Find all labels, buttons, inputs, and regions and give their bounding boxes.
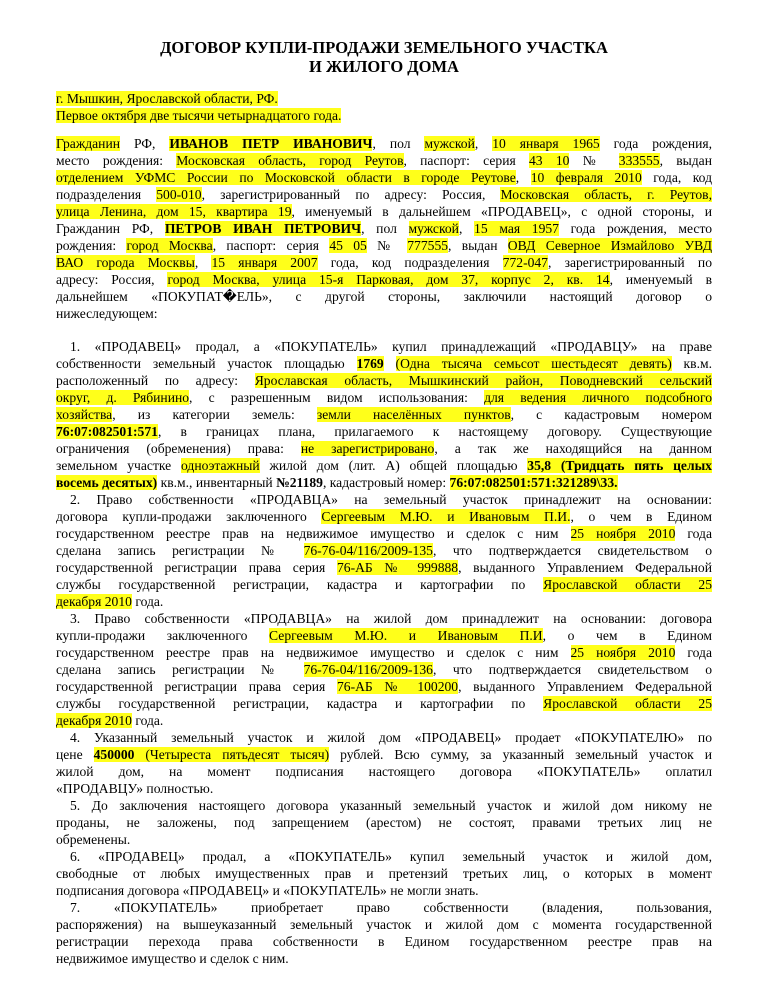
highlighted-field: 76:07:082501:571 [56, 424, 158, 439]
text-segment: государственном реестре прав на недвижимое имущество и сделок с ним [56, 645, 571, 660]
highlighted-field: Сергеевым М.Ю. и Ивановым П.И [269, 628, 543, 643]
text-segment: государственной регистрации права серия [56, 560, 337, 575]
contract-text-line [56, 169, 712, 186]
contract-text-line [56, 950, 712, 967]
text-segment: нижеследующем: [56, 306, 158, 321]
highlighted-field: хозяйства [56, 407, 113, 422]
text-segment: кв.м. [671, 356, 712, 371]
text-segment: , с кадастровым номером [510, 407, 712, 422]
highlighted-field: ОВД Северное Измайлово УВД [507, 238, 712, 253]
text-segment: службы государственной регистрации, кадастра и картографии по [56, 696, 544, 711]
text-segment: года [675, 526, 712, 541]
highlighted-field: восемь десятых) [56, 475, 158, 490]
contract-text-line [56, 831, 712, 848]
text-segment: года [675, 645, 712, 660]
contract-text-line [56, 186, 712, 203]
text-segment: адресу: Россия, [56, 272, 168, 287]
contract-text-line [56, 305, 712, 322]
text-segment: земельном участке [56, 458, 182, 473]
contract-text-line [56, 135, 712, 152]
text-segment: года рождения, место [558, 221, 712, 236]
contract-text-line [56, 457, 712, 474]
contract-place: г. Мышкин, Ярославской области, РФ. [56, 91, 278, 106]
contract-text-line [56, 254, 712, 271]
text-segment: кв.м., инвентарный [157, 475, 277, 490]
contract-text-line [56, 271, 712, 288]
contract-text-line [70, 610, 712, 627]
text-segment: 2. Право собственности «ПРОДАВЦА» на земельный участок принадлежит на основании: [70, 492, 712, 507]
highlighted-field: ВАО города Москвы [56, 255, 195, 270]
contract-text-line [56, 780, 712, 797]
contract-text-line [70, 848, 712, 865]
text-segment: , пол [372, 136, 425, 151]
highlighted-field: 15 мая 1957 [474, 221, 559, 236]
highlighted-field: 1769 [356, 356, 384, 371]
text-segment: , пол [361, 221, 409, 236]
text-segment: , паспорт: серия [212, 238, 330, 253]
text-segment: сделана запись регистрации № [56, 662, 304, 677]
contract-text-line [56, 576, 712, 593]
text-segment: РФ, [120, 136, 170, 151]
text-segment: цене [56, 747, 94, 762]
highlighted-field: 25 ноября 2010 [570, 645, 676, 660]
text-segment: обременены. [56, 832, 131, 847]
contract-text-line [56, 474, 712, 491]
highlighted-field: 25 ноября 2010 [570, 526, 676, 541]
text-segment: 7. «ПОКУПАТЕЛЬ» приобретает право собственности (владения, пользования, [70, 900, 712, 915]
contract-text-line [56, 525, 712, 542]
text-segment: рублей. Всю сумму, за указанный земельный участок и [329, 747, 712, 762]
text-segment: , зарегистрированный по [547, 255, 712, 270]
highlighted-field: Сергеевым М.Ю. и Ивановым П.И. [321, 509, 571, 524]
text-segment: года. [131, 713, 164, 728]
contract-text-line [56, 814, 712, 831]
text-segment: государственном реестре прав на недвижимое имущество и сделок с ним [56, 526, 571, 541]
text-segment: , именуемый в [609, 272, 712, 287]
text-segment: собственности земельный участок площадью [56, 356, 357, 371]
text-segment: место рождения: [56, 153, 177, 168]
text-segment: , выданного Управлением Федеральной [458, 560, 712, 575]
text-segment: , а так же находящийся на данном [434, 441, 712, 456]
text-segment: , паспорт: серия [403, 153, 529, 168]
document-title-line-1: ДОГОВОР КУПЛИ-ПРОДАЖИ ЗЕМЕЛЬНОГО УЧАСТКА [160, 38, 608, 57]
contract-text-line [56, 559, 712, 576]
highlighted-field: 777555 [407, 238, 449, 253]
highlighted-field: не зарегистрировано [300, 441, 435, 456]
highlighted-field: город Москва [126, 238, 213, 253]
highlighted-field: (Одна тысяча семьсот шестьдесят девять) [395, 356, 672, 371]
contract-text-line [56, 440, 712, 457]
contract-text-line [56, 661, 712, 678]
contract-text-line [56, 355, 712, 372]
contract-text-line [56, 542, 712, 559]
highlighted-field: 76-76-04/116/2009-135 [303, 543, 433, 558]
highlighted-field: 333555 [618, 153, 660, 168]
contract-text-line [70, 797, 712, 814]
highlighted-field: 450000 [93, 747, 135, 762]
contract-text-line [56, 423, 712, 440]
text-segment: , [515, 170, 531, 185]
contract-text-line [56, 882, 712, 899]
text-segment: , [194, 255, 212, 270]
highlighted-field: улица Ленина, дом 15, квартира 19 [56, 204, 292, 219]
highlighted-field: ИВАНОВ ПЕТР ИВАНОВИЧ [169, 136, 373, 151]
text-segment: купли-продажи заключенного [56, 628, 270, 643]
contract-text-line [70, 491, 712, 508]
text-segment: , кадастровый номер: [322, 475, 450, 490]
highlighted-field: (Четыреста пятьдесят тысяч) [145, 747, 330, 762]
text-segment: , с разрешенным видом использования: [189, 390, 485, 405]
text-segment: 5. До заключения настоящего договора указанный земельный участок и жилой дом никому не [70, 798, 712, 813]
text-segment: , из категории земель: [112, 407, 317, 422]
text-segment: 4. Указанный земельный участок и жилой дом «ПРОДАВЕЦ» продает «ПОКУПАТЕЛЮ» по [70, 730, 712, 745]
text-segment [384, 356, 396, 371]
text-segment: службы государственной регистрации, кадастра и картографии по [56, 577, 544, 592]
text-segment: , выдан [448, 238, 508, 253]
text-segment: «ПРОДАВЦУ» полностью. [56, 781, 214, 796]
text-segment: года, код [641, 170, 712, 185]
text-segment: регистрации перехода права собственности в Едином государственном реестре прав на [56, 934, 712, 949]
highlighted-field: 45 05 [329, 238, 367, 253]
highlighted-field: 500-010 [156, 187, 202, 202]
text-segment: РФ, [120, 221, 165, 236]
text-segment: договора купли-продажи заключенного [56, 509, 322, 524]
contract-text-line [56, 220, 712, 237]
contract-text-line [56, 746, 712, 763]
text-segment: рождения: [56, 238, 127, 253]
highlighted-field: 43 10 [528, 153, 570, 168]
text-segment: расположенный по адресу: [56, 373, 255, 388]
text-segment: распоряжения) на вышеуказанный земельный участок и жилой дом с момента государственной [56, 917, 712, 932]
text-segment: , о чем в Едином [542, 628, 712, 643]
contract-text-line [70, 338, 712, 355]
highlighted-field: декабря 2010 [56, 713, 132, 728]
contract-text-line [56, 288, 712, 305]
text-segment: , зарегистрированный по адресу: Россия, [201, 187, 501, 202]
text-segment: , что подтверждается свидетельством о [432, 662, 712, 677]
text-segment: 3. Право собственности «ПРОДАВЦА» на жилой дом принадлежит на основании: договора [70, 611, 712, 626]
highlighted-field: земли населённых пунктов [316, 407, 511, 422]
highlighted-field [134, 747, 145, 762]
highlighted-field: Ярославской области 25 [543, 696, 712, 711]
text-segment: , в границах плана, прилагаемого к настоящему договору. Существующие [157, 424, 712, 439]
text-segment: жилой дом, на момент подписания настоящего договора «ПОКУПАТЕЛЬ» оплатил [56, 764, 712, 779]
contract-text-line [56, 593, 712, 610]
text-segment: , о чем в Едином [570, 509, 712, 524]
text-segment: №21189 [276, 475, 323, 490]
text-segment: , [458, 221, 475, 236]
contract-text-line [56, 865, 712, 882]
text-segment: Гражданин [56, 221, 120, 236]
contract-text-line [56, 916, 712, 933]
highlighted-field: одноэтажный [181, 458, 260, 473]
text-segment: , выдан [659, 153, 712, 168]
highlighted-field: Московская область, город Реутов [176, 153, 404, 168]
text-segment: недвижимое имущество и сделок с ним. [56, 951, 289, 966]
text-segment: 1. «ПРОДАВЕЦ» продал, а «ПОКУПАТЕЛЬ» купил принадлежащий «ПРОДАВЦУ» на праве [70, 339, 712, 354]
highlighted-field: отделением УФМС России по Московской области в городе Реутове [56, 170, 516, 185]
highlighted-field: Гражданин [56, 136, 120, 151]
text-segment: года, код подразделения [317, 255, 503, 270]
contract-text-line [56, 203, 712, 220]
highlighted-field: округ, д. Рябинино [56, 390, 190, 405]
highlighted-field: мужской [408, 221, 459, 236]
contract-date: Первое октября две тысячи четырнадцатого года. [56, 108, 342, 123]
highlighted-field: 35,8 (Тридцать пять целых [527, 458, 712, 473]
text-segment: государственной регистрации права серия [56, 679, 337, 694]
text-segment: сделана запись регистрации № [56, 543, 304, 558]
text-segment: , именуемый в дальнейшем «ПРОДАВЕЦ», с одной стороны, и [291, 204, 712, 219]
contract-text-line [56, 389, 712, 406]
text-segment: жилой дом (лит. А) общей площадью [259, 458, 528, 473]
text-segment: проданы, не заложены, под запрещением (арестом) не состоят, правами третьих лиц не [56, 815, 712, 830]
text-segment: года. [131, 594, 164, 609]
text-segment: 6. «ПРОДАВЕЦ» продал, а «ПОКУПАТЕЛЬ» купил земельный участок и жилой дом, [70, 849, 712, 864]
highlighted-field: город Москва, улица 15-я Парковая, дом 37, корпус 2, кв. 14 [167, 272, 610, 287]
text-segment: № [366, 238, 408, 253]
contract-text-line [56, 508, 712, 525]
contract-text-line [56, 406, 712, 423]
text-segment: ограничения (обременения) права: [56, 441, 301, 456]
highlighted-field: мужской [424, 136, 475, 151]
contract-text-line [56, 237, 712, 254]
text-segment: подписания договора «ПРОДАВЕЦ» и «ПОКУПАТЕЛЬ» не могли знать. [56, 883, 479, 898]
highlighted-field: Ярославская область, Мышкинский район, Поводневский сельский [254, 373, 712, 388]
highlighted-field: Московская область, г. Реутов, [500, 187, 712, 202]
highlighted-field: ПЕТРОВ ИВАН ПЕТРОВИЧ [164, 221, 362, 236]
text-segment: года рождения, [599, 136, 712, 151]
text-segment: свободные от любых имущественных прав и претензий третьих лиц, о которых в момент [56, 866, 712, 881]
highlighted-field: для ведения личного подсобного [484, 390, 712, 405]
highlighted-field: декабря 2010 [56, 594, 132, 609]
contract-text-line [56, 152, 712, 169]
highlighted-field: 15 января 2007 [211, 255, 318, 270]
contract-text-line [56, 644, 712, 661]
highlighted-field: 10 января 1965 [492, 136, 600, 151]
text-segment: подразделения [56, 187, 157, 202]
highlighted-field: 76-АБ № 100200 [336, 679, 459, 694]
contract-text-line [56, 627, 712, 644]
contract-text-line [56, 372, 712, 389]
text-segment: дальнейшем «ПОКУПАТ�ЕЛЬ», с другой стороны, заключили настоящий договор о [56, 289, 712, 304]
contract-text-line [56, 763, 712, 780]
text-segment: , выданного Управлением Федеральной [458, 679, 712, 694]
text-segment: , что подтверждается свидетельством о [432, 543, 712, 558]
highlighted-field: 772-047 [502, 255, 548, 270]
highlighted-field: Ярославской области 25 [543, 577, 712, 592]
highlighted-field: 10 февраля 2010 [530, 170, 642, 185]
contract-text-line [56, 712, 712, 729]
contract-text-line [56, 695, 712, 712]
contract-text-line [56, 678, 712, 695]
contract-text-line [70, 729, 712, 746]
highlighted-field: 76-76-04/116/2009-136 [303, 662, 433, 677]
highlighted-field: 76-АБ № 999888 [336, 560, 459, 575]
text-segment: , [474, 136, 493, 151]
contract-text-line [70, 899, 712, 916]
contract-text-line [56, 933, 712, 950]
highlighted-field: 76:07:082501:571:321289\33. [449, 475, 618, 490]
document-title-line-2: И ЖИЛОГО ДОМА [309, 57, 459, 76]
text-segment: № [569, 153, 619, 168]
